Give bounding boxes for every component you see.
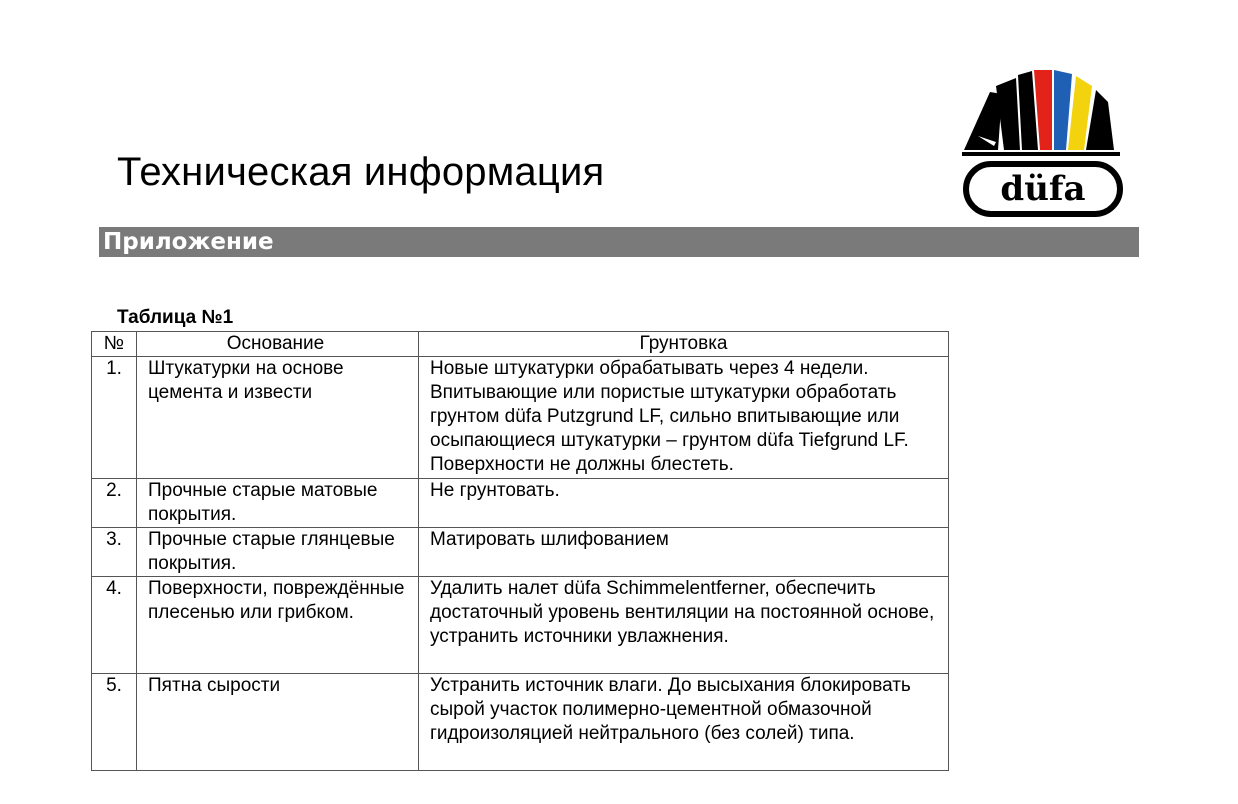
row-primer: Новые штукатурки обрабатывать через 4 недели. Впитывающие или пористые штукатурки обработать грунтом düfa Putzgrund LF, сильно впитывающие или осыпающиеся штукатурки – грунтом düfa Tiefgrund LF. Поверхности не должны блестеть. — [419, 357, 949, 479]
column-header-base: Основание — [137, 332, 419, 357]
row-base: Пятна сырости — [137, 674, 419, 771]
logo-wordmark: düfa — [1000, 169, 1086, 209]
table-row — [92, 479, 949, 528]
column-header-primer: Грунтовка — [419, 332, 949, 357]
row-number: 5. — [92, 674, 137, 771]
table-header-row — [92, 332, 949, 357]
row-number: 1. — [92, 357, 137, 479]
page-title: Техническая информация — [117, 150, 605, 194]
section-header: Приложение — [99, 227, 1139, 257]
row-base: Штукатурки на основе цемента и извести — [137, 357, 419, 479]
table-row — [92, 577, 949, 674]
table-row — [92, 528, 949, 577]
table-row — [92, 357, 949, 479]
row-primer: Устранить источник влаги. До высыхания блокировать сырой участок полимерно-цементной обмазочной гидроизоляцией нейтрального (без солей) типа. — [419, 674, 949, 771]
row-primer: Не грунтовать. — [419, 479, 949, 528]
dufa-logo — [960, 66, 1124, 218]
column-header-number: № — [92, 332, 137, 357]
row-base: Поверхности, повреждённые плесенью или грибком. — [137, 577, 419, 674]
table-caption: Таблица №1 — [117, 307, 234, 328]
primer-table — [91, 331, 949, 771]
row-primer: Матировать шлифованием — [419, 528, 949, 577]
row-primer: Удалить налет düfa Schimmelentferner, обеспечить достаточный уровень вентиляции на постоянной основе, устранить источники увлажнения. — [419, 577, 949, 674]
table-row — [92, 674, 949, 771]
row-number: 3. — [92, 528, 137, 577]
color-fan-icon — [962, 70, 1120, 156]
row-number: 4. — [92, 577, 137, 674]
row-base: Прочные старые глянцевые покрытия. — [137, 528, 419, 577]
row-base: Прочные старые матовые покрытия. — [137, 479, 419, 528]
row-number: 2. — [92, 479, 137, 528]
